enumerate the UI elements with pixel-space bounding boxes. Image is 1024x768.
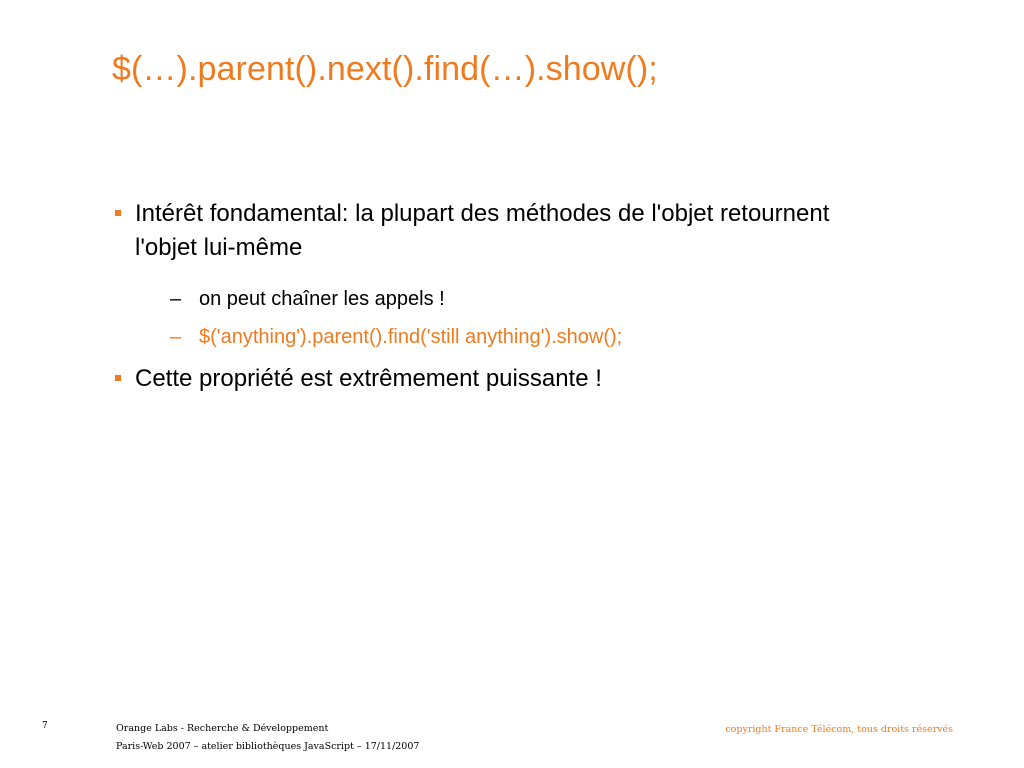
footer-organization: Orange Labs - Recherche & Développement bbox=[116, 723, 329, 734]
bullet-text-2: Cette propriété est extrêmement puissante ! bbox=[135, 365, 602, 392]
square-bullet-icon bbox=[115, 210, 121, 216]
slide-title: $(…).parent().next().find(…).show(); bbox=[112, 50, 658, 88]
footer-event: Paris-Web 2007 – atelier bibliothèques JavaScript – 17/11/2007 bbox=[116, 741, 420, 752]
footer-copyright: copyright France Télécom, tous droits réservés bbox=[725, 724, 953, 735]
sub-item-text-1: on peut chaîner les appels ! bbox=[199, 288, 445, 310]
bullet-text-1: Intérêt fondamental: la plupart des méthodes de l'objet retournent l'objet lui-même bbox=[135, 200, 830, 261]
dash-bullet-icon: – bbox=[170, 326, 182, 348]
sub-item-text-2: $('anything').parent().find('still anything').show(); bbox=[199, 326, 623, 348]
page-number: 7 bbox=[42, 721, 48, 731]
dash-bullet-icon: – bbox=[170, 288, 182, 310]
square-bullet-icon bbox=[115, 375, 121, 381]
